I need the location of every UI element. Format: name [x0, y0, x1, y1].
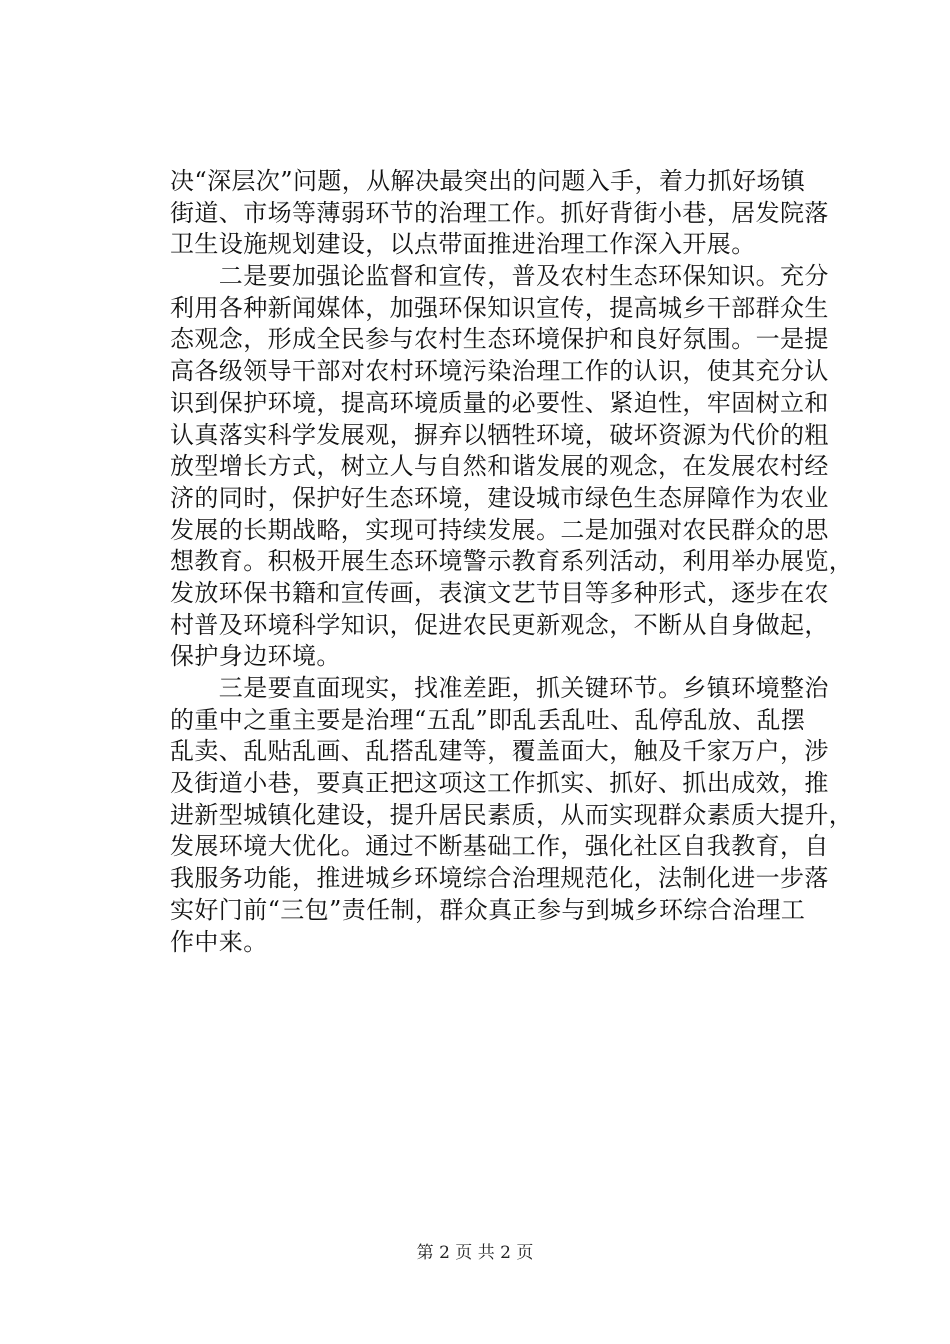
text-line: 我服务功能，推进城乡环境综合治理规范化，法制化进一步落: [170, 864, 829, 893]
text-line: 放型增长方式，树立人与自然和谐发展的观念，在发展农村经: [170, 452, 829, 481]
text-line: 想教育。积极开展生态环境警示教育系列活动，利用举办展览，: [170, 547, 854, 576]
text-line: 高各级领导干部对农村环境污染治理工作的认识，使其充分认: [170, 357, 829, 386]
text-line: 三是要直面现实，找准差距，抓关键环节。乡镇环境整治: [170, 674, 829, 702]
text-line: 乱卖、乱贴乱画、乱搭乱建等，覆盖面大，触及千家万户，涉: [170, 737, 829, 766]
text-line: 作中来。: [170, 927, 268, 956]
text-line: 决“深层次”问题，从解决最突出的问题入手，着力抓好场镇: [170, 167, 806, 195]
document-body: [170, 166, 854, 958]
text-line: 村普及环境科学知识，促进农民更新观念，不断从自身做起，: [170, 610, 829, 639]
text-line: 发放环保书籍和宣传画，表演文艺节目等多种形式，逐步在农: [170, 578, 829, 607]
text-line: 进新型城镇化建设，提升居民素质，从而实现群众素质大提升，: [170, 800, 854, 829]
text-line: 的重中之重主要是治理“五乱”即乱丢乱吐、乱停乱放、乱摆: [170, 705, 806, 734]
text-line: 二是要加强论监督和宣传，普及农村生态环保知识。充分: [170, 262, 829, 291]
text-line: 发展的长期战略，实现可持续发展。二是加强对农民群众的思: [170, 515, 829, 544]
text-line: 及街道小巷，要真正把这项这工作抓实、抓好、抓出成效，推: [170, 769, 829, 798]
text-line: 实好门前“三包”责任制，群众真正参与到城乡环综合治理工: [170, 895, 806, 924]
text-line: 街道、市场等薄弱环节的治理工作。抓好背街小巷，居发院落: [170, 198, 829, 227]
text-line: 识到保护环境，提高环境质量的必要性、紧迫性，牢固树立和: [170, 388, 829, 417]
text-line: 态观念，形成全民参与农村生态环境保护和良好氛围。一是提: [170, 325, 829, 354]
text-line: 发展环境大优化。通过不断基础工作，强化社区自我教育，自: [170, 832, 829, 861]
text-line: 济的同时，保护好生态环境，建设城市绿色生态屏障作为农业: [170, 483, 829, 512]
text-line: 卫生设施规划建设，以点带面推进治理工作深入开展。: [170, 230, 756, 259]
text-line: 利用各种新闻媒体，加强环保知识宣传，提高城乡干部群众生: [170, 293, 829, 322]
text-line: 保护身边环境。: [170, 642, 341, 671]
page-number-footer: 第 2 页 共 2 页: [416, 1243, 534, 1263]
text-line: 认真落实科学发展观，摒弃以牺牲环境，破坏资源为代价的粗: [170, 420, 829, 449]
